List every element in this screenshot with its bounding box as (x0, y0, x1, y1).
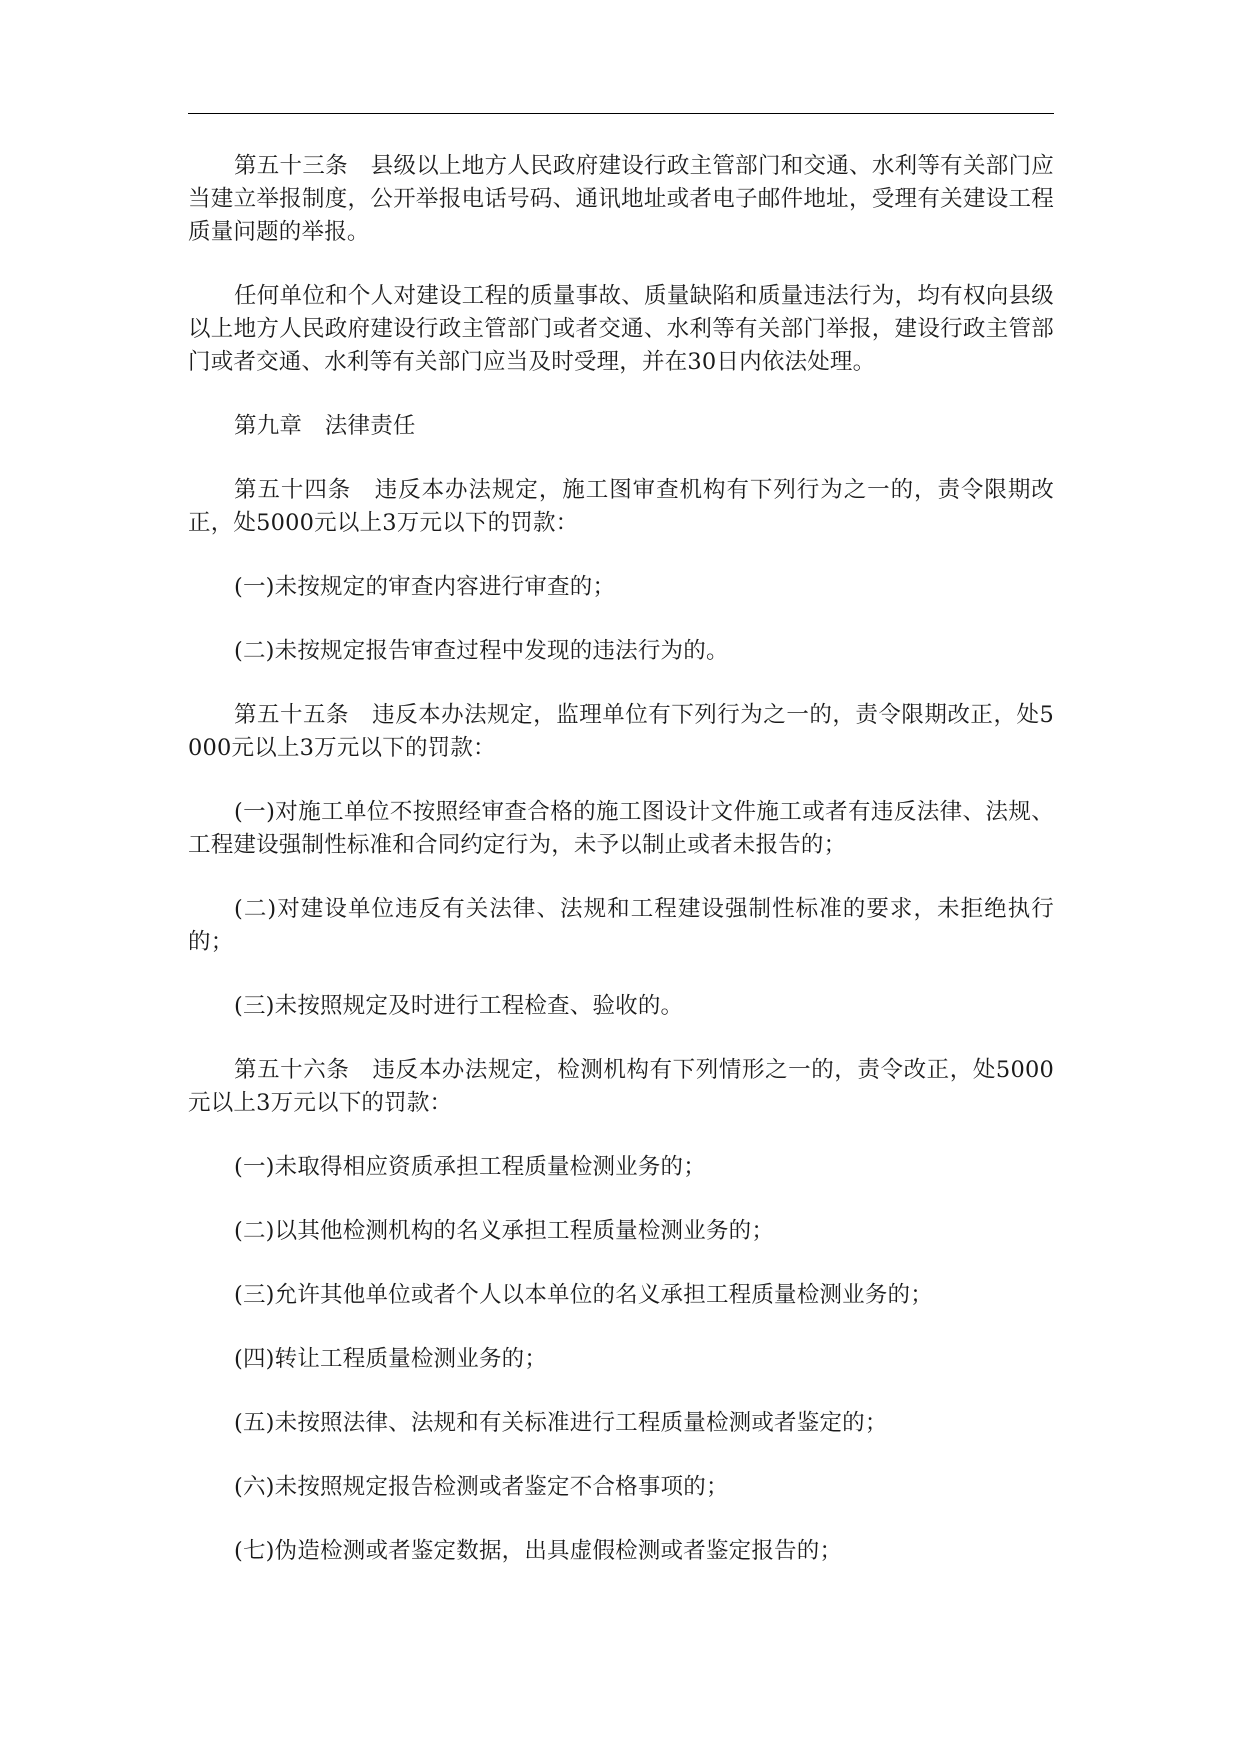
list-item: (七)伪造检测或者鉴定数据，出具虚假检测或者鉴定报告的； (234, 1538, 843, 1564)
list-item: (六)未按照规定报告检测或者鉴定不合格事项的； (234, 1474, 729, 1500)
list-item: (五)未按照法律、法规和有关标准进行工程质量检测或者鉴定的； (234, 1410, 888, 1436)
list-item: (二)未按规定报告审查过程中发现的违法行为的。 (234, 638, 729, 664)
article-54-paragraph: 第五十四条 违反本办法规定，施工图审查机构有下列行为之一的，责令限期改正，处5000元以上3万元以下的罚款： (188, 477, 1054, 536)
article-55-paragraph: 第五十五条 违反本办法规定，监理单位有下列行为之一的，责令限期改正，处5000元以上3万元以下的罚款： (188, 702, 1054, 761)
header-rule (188, 113, 1054, 114)
list-item: (一)未取得相应资质承担工程质量检测业务的； (234, 1154, 706, 1180)
chapter-heading: 第九章 法律责任 (234, 413, 416, 439)
list-item: (一)未按规定的审查内容进行审查的； (234, 574, 616, 600)
list-item: (二)对建设单位违反有关法律、法规和工程建设强制性标准的要求，未拒绝执行的； (188, 896, 1054, 955)
article-53-paragraph: 第五十三条 县级以上地方人民政府建设行政主管部门和交通、水利等有关部门应当建立举报制度，公开举报电话号码、通讯地址或者电子邮件地址，受理有关建设工程质量问题的举报。 (188, 153, 1054, 245)
report-rights-paragraph: 任何单位和个人对建设工程的质量事故、质量缺陷和质量违法行为，均有权向县级以上地方人民政府建设行政主管部门或者交通、水利等有关部门举报，建设行政主管部门或者交通、水利等有关部门应当及时受理，并在30日内依法处理。 (188, 283, 1054, 375)
list-item: (二)以其他检测机构的名义承担工程质量检测业务的； (234, 1218, 775, 1244)
list-item: (四)转让工程质量检测业务的； (234, 1346, 548, 1372)
article-56-paragraph: 第五十六条 违反本办法规定，检测机构有下列情形之一的，责令改正，处5000元以上3万元以下的罚款： (188, 1057, 1054, 1116)
list-item: (三)未按照规定及时进行工程检查、验收的。 (234, 993, 684, 1019)
document-body (188, 150, 1054, 1599)
list-item: (一)对施工单位不按照经审查合格的施工图设计文件施工或者有违反法律、法规、工程建设强制性标准和合同约定行为，未予以制止或者未报告的； (188, 799, 1054, 858)
list-item: (三)允许其他单位或者个人以本单位的名义承担工程质量检测业务的； (234, 1282, 933, 1308)
